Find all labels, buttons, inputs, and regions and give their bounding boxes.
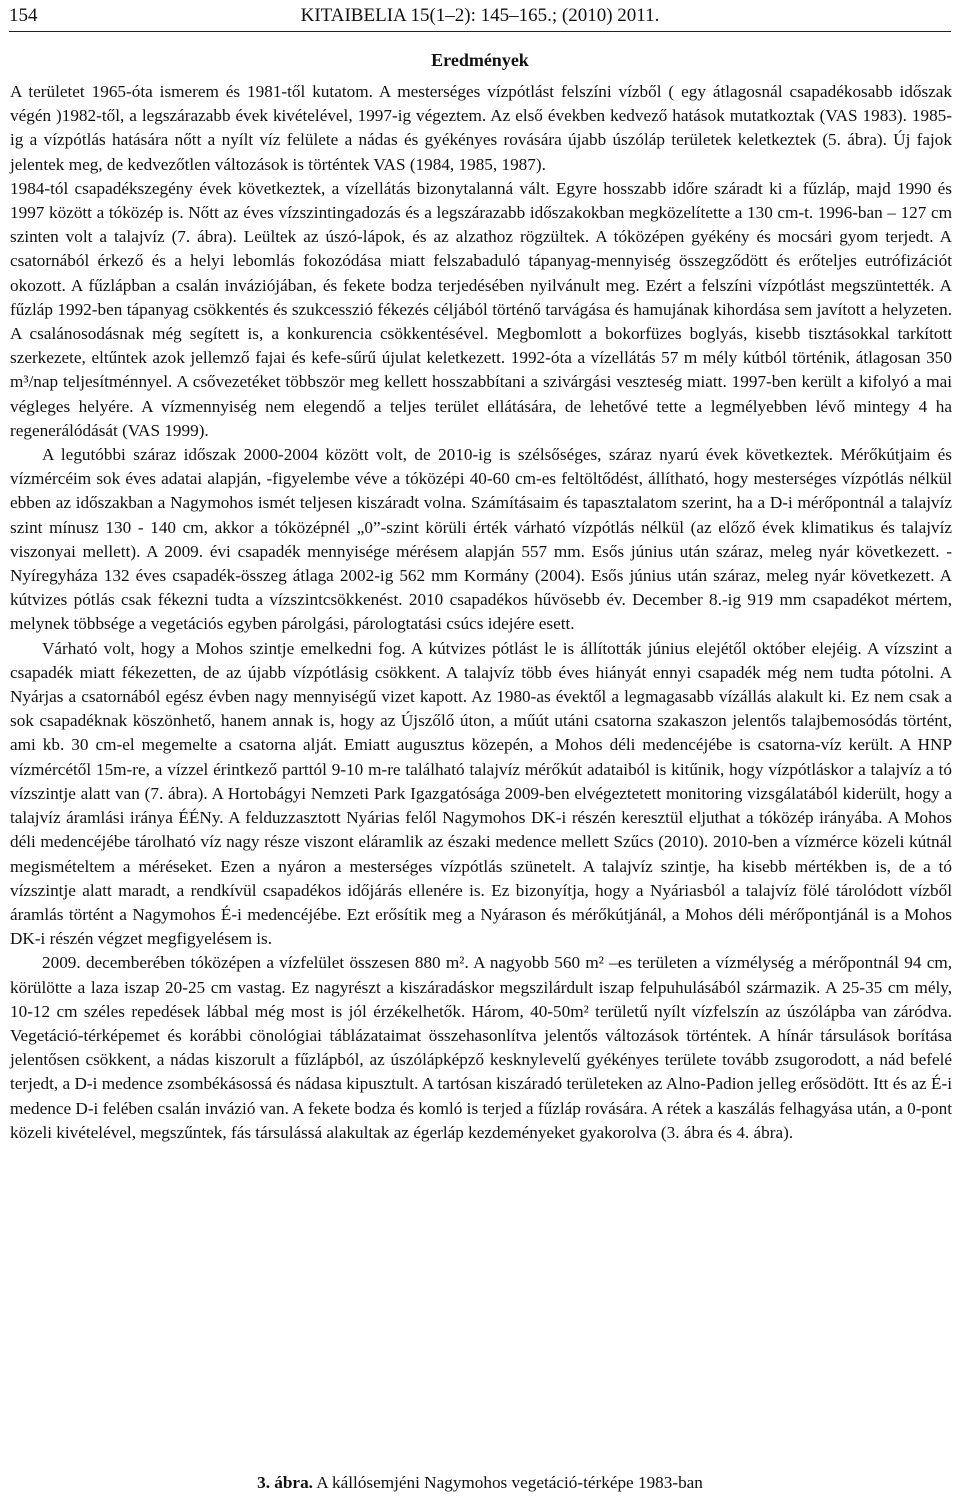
figure-caption [0, 1472, 960, 1494]
paragraph: Várható volt, hogy a Mohos szintje emelkedni fog. A kútvizes pótlást le is állították június elejétől október elejéig. A vízszint a csapadék miatt fékezetten, de az újabb vízpótlásig csökkent. A talajvíz több éves hiányát ennyi csapadék még nem tudta pótolni. A Nyárjas a csatornából egész évben nagy mennyiségű vizet kapott. Az 1980-as évektől a legmagasabb vízállás alakult ki. Ez nem csak a sok csapadéknak köszönhető, hanem annak is, hogy az Újszőlő úton, a műút utáni csatorna szakaszon jelentős talajbemosódás történt, ami kb. 30 cm-el megemelte a csatorna alját. Emiatt augusztus közepén, a Mohos déli medencéjébe is csatorna-víz került. A HNP vízmércétől 15m-re, a vízzel érintkező parttól 9-10 m-re található talajvíz mérőkút adataiból is kitűnik, hogy vízpótláskor a talajvíz a tó vízszintje alatt van (7. ábra). A Hortobágyi Nemzeti Park Igazgatósága 2009-ben elvégeztetett monitoring vizsgálatából kiderült, hogy a talajvíz áramlási iránya ÉÉNy. A felduzzasztott Nyárias felől Nagymohos DK-i részén keresztül eljuthat a tóközép irányába. A Mohos déli medencéjébe tárolható víz nagy része viszont eláramlik az északi medence mellett Szűcs (2010). 2010-ben a vízmérce közeli kútnál megismételtem a méréseket. Ezen a nyáron a mesterséges vízpótlás szünetelt. A talajvíz szintje, ha kisebb mértékben is, de a tó vízszintje alatt maradt, a rendkívül csapadékos időjárás ellenére is. Ez bizonyítja, hogy a Nyáriasból a talajvíz fölé tárolódott vízből áramlás történt a Nagymohos É-i medencéjébe. Ezt erősítik meg a Nyárason és mérőkútjánál, a Mohos déli mérőpontjánál is a Mohos DK-i részén végzet megfigyelésem is. [10, 638, 952, 949]
running-header [9, 5, 951, 32]
paragraph: 2009. decemberében tóközépen a vízfelület összesen 880 m². A nagyobb 560 m² –es területen a vízmélység a mérőpontnál 94 cm, körülötte a laza iszap 20-25 cm vastag. Ez nagyrészt a kiszáradáskor megszilárdult iszap felpuhulásából származik. A 25-35 cm mély, 10-12 cm széles repedések lábbal még most is jól érzékelhetők. Három, 40-50m² területű nyílt vízfelszín az úszólápba van záródva. Vegetáció-térképemet és korábbi cönológiai táblázataimat összehasonlítva jelentős változások történtek. A hínár társulások borítása jelentősen csökkent, a nádas kiszorult a fűzlápból, az úszólápképző kesknylevelű gyékényes területe tovább zsugorodott, a nád befelé terjedt, a D-i medence zsombékásossá és nádasa kipusztult. A tartósan kiszáradó területeken az Alno-Padion jelleg erősödött. Itt és az É-i medence D-i felében csalán invázió van. A fekete bodza és komló is terjed a fűzláp rovására. A rétek a kaszálás felhagyása után, a 0-pont közeli kivételével, megszűntek, fás társulássá alakultak az égerláp kezdeményeket gyakorolva (3. ábra és 4. ábra). [10, 953, 952, 1142]
figure-label: 3. ábra. [257, 1473, 313, 1492]
page-number: 154 [9, 5, 38, 26]
section-title: Eredmények [431, 50, 529, 70]
figure-caption-text: A kállósemjéni Nagymohos vegetáció-térképe 1983-ban [312, 1473, 703, 1492]
paragraph: A legutóbbi száraz időszak 2000-2004 között volt, de 2010-ig is szélsőséges, száraz nyarú évek következtek. Mérőkútjaim és vízmércéim sok éves adatai alapján, -figyelembe véve a tóközépi 40-60 cm-es feltöltődést, állítható, hogy mesterséges vízpótlás nélkül ebben az időszakban a Nagymohos ismét teljesen kiszáradt volna. Számításaim és tapasztalatom szerint, ha a D-i mérőpontnál a talajvíz szint mínusz 130 - 140 cm, akkor a tóközépnél „0”-szint körüli érték várható vízpótlás nélkül (az előző évek klimatikus és talajvíz viszonyai mellett). A 2009. évi csapadék mennyisége mérésem alapján 557 mm. Esős június után száraz, meleg nyár következett. - Nyíregyháza 132 éves csapadék-összeg átlaga 2002-ig 562 mm Kormány (2004). Esős június után száraz, meleg nyár következett. A kútvizes pótlás csak fékezni tudta a vízszintcsökkenést. 2010 csapadékos hűvösebb év. December 8.-ig 919 mm csapadékot mértem, melynek többsége a vegetációs egyben párolgási, párologtatási csúcs idejére esett. [10, 445, 952, 634]
running-head: KITAIBELIA 15(1–2): 145–165.; (2010) 2011. [300, 5, 660, 26]
paragraph: 1984-tól csapadékszegény évek következtek, a vízellátás bizonytalanná vált. Egyre hosszabb időre száradt ki a fűzláp, majd 1990 és 1997 között a tóközép is. Nőtt az éves vízszintingadozás és a legszárazabb időszakokban megközelítette a 130 cm-t. 1996-ban – 127 cm szinten volt a talajvíz (7. ábra). Leültek az úszó-lápok, és az alzathoz rögzültek. A tóközépen gyékény és mocsári gyom terjedt. A csatornából érkező és a helyi lebomlás fokozódása miatt felszabaduló tápanyag-mennyiség összegződött és erőteljes eutrófizációt okozott. A fűzlápban a csalán inváziójában, és fekete bodza terjedésében nyilvánult meg. Ezért a felszíni vízpótlást megszüntették. A fűzláp 1992-ben tápanyag csökkentés és szukcesszió fékezés céljából történő tarvágása és hamujának kihordása sem javított a helyzeten. A csalánosodásnak még segített is, a konkurencia csökkentésével. Megbomlott a bokorfüzes boglyás, kisebb tisztásokkal tarkított szerkezete, eltűntek azok jellemző fajai és kefe-sűrű újulat keletkezett. 1992-óta a vízellátás 57 m mély kútból történik, átlagosan 350 m³/nap teljesítménnyel. A csővezetéket többször meg kellett hosszabbítani a szivárgási veszteség miatt. 1997-ben került a kifolyó a mai végleges helyére. A vízmennyiség nem elegendő a teljes terület ellátására, de lehetővé tette a legmélyebben lévő mintegy 4 ha regenerálódását (VAS 1999). [10, 178, 952, 440]
paragraph: A területet 1965-óta ismerem és 1981-től kutatom. A mesterséges vízpótlást felszíni vízből ( egy átlagosnál csapadékosabb időszak végén )1982-től, a legszárazabb évek kivételével, 1997-ig végeztem. Az első években kedvező hatások mutatkoztak (VAS 1983). 1985-ig a vízpótlás hatására nőtt a nyílt víz felülete a nádas és gyékényes rovására újabb úszóláp területek keletkeztek (5. ábra). Új fajok jelentek meg, de kedvezőtlen változások is történtek VAS (1984, 1985, 1987). [10, 82, 952, 174]
body-text [10, 80, 952, 1145]
